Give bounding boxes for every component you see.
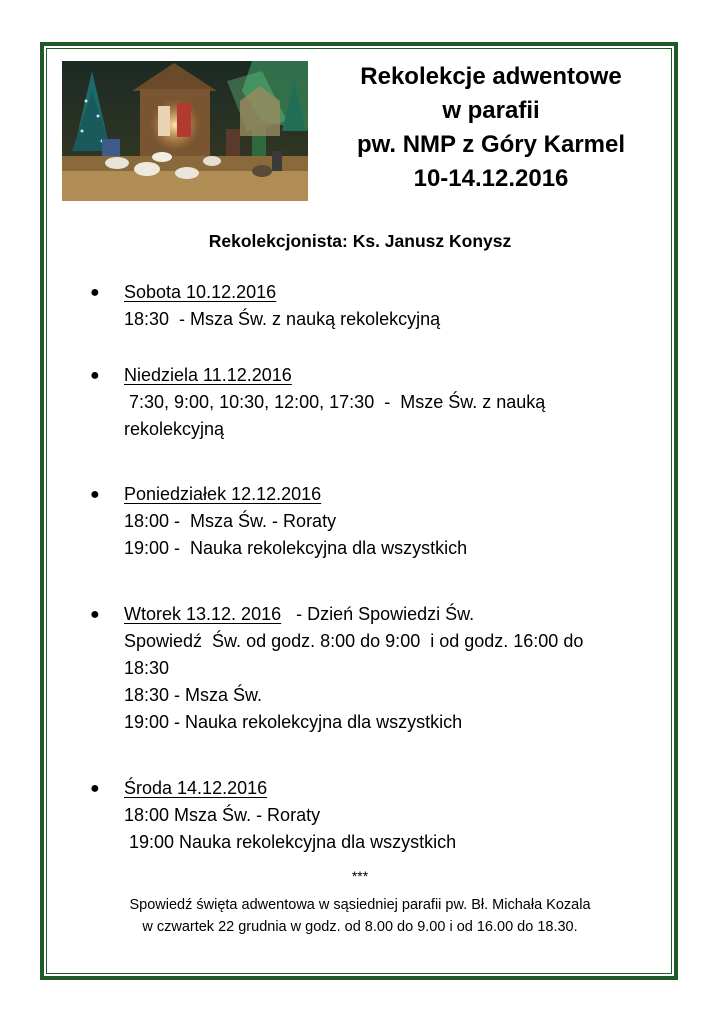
page-title <box>320 60 662 196</box>
schedule-line: 18:00 - Msza Św. - Roraty <box>124 511 337 531</box>
schedule-item-saturday <box>90 279 670 333</box>
bullet-icon: ● <box>90 606 100 623</box>
day-heading: Niedziela 11.12.2016 <box>124 365 292 385</box>
footer-note <box>60 894 660 938</box>
title-line: pw. NMP z Góry Karmel <box>356 131 626 158</box>
day-heading: Sobota 10.12.2016 <box>124 282 277 302</box>
day-note: - Dzień Spowiedzi Św. <box>281 604 475 624</box>
bullet-icon: ● <box>90 486 100 503</box>
footer-line: w czwartek 22 grudnia w godz. od 8.00 do 9.00 i od 16.00 do 18.30. <box>142 919 578 935</box>
footer-line: Spowiedź święta adwentowa w sąsiedniej parafii pw. Bł. Michała Kozala <box>129 897 591 913</box>
schedule-item-tuesday <box>90 601 670 736</box>
schedule-line: 7:30, 9:00, 10:30, 12:00, 17:30 - Msze Św. z nauką <box>124 392 546 412</box>
schedule-line: 19:00 Nauka rekolekcyjna dla wszystkich <box>124 832 457 852</box>
separator-stars: *** <box>351 868 369 884</box>
schedule-line: 18:30 <box>124 658 170 678</box>
bullet-icon: ● <box>90 367 100 384</box>
day-heading: Poniedziałek 12.12.2016 <box>124 484 322 504</box>
title-line: 10-14.12.2016 <box>413 165 569 192</box>
schedule-item-monday <box>90 481 670 562</box>
title-line: Rekolekcje adwentowe <box>360 63 622 90</box>
schedule-item-sunday <box>90 362 670 443</box>
nativity-scene-image <box>62 61 308 201</box>
schedule-line: 18:00 Msza Św. - Roraty <box>124 805 321 825</box>
schedule-line: 18:30 - Msza Św. z nauką rekolekcyjną <box>124 309 441 329</box>
schedule-line: 19:00 - Nauka rekolekcyjna dla wszystkich <box>124 712 463 732</box>
day-heading: Wtorek 13.12. 2016 <box>124 604 282 624</box>
bullet-icon: ● <box>90 284 100 301</box>
schedule-line: 19:00 - Nauka rekolekcyjna dla wszystkich <box>124 538 468 558</box>
schedule-line: 18:30 - Msza Św. <box>124 685 263 705</box>
schedule-item-wednesday <box>90 775 670 856</box>
title-line: w parafii <box>442 97 540 124</box>
bullet-icon: ● <box>90 780 100 797</box>
preacher-name: Rekolekcjonista: Ks. Janusz Konysz <box>208 231 512 251</box>
schedule-line: Spowiedź Św. od godz. 8:00 do 9:00 i od godz. 16:00 do <box>124 631 584 651</box>
schedule-line: rekolekcyjną <box>124 419 225 439</box>
day-heading: Środa 14.12.2016 <box>124 778 268 798</box>
